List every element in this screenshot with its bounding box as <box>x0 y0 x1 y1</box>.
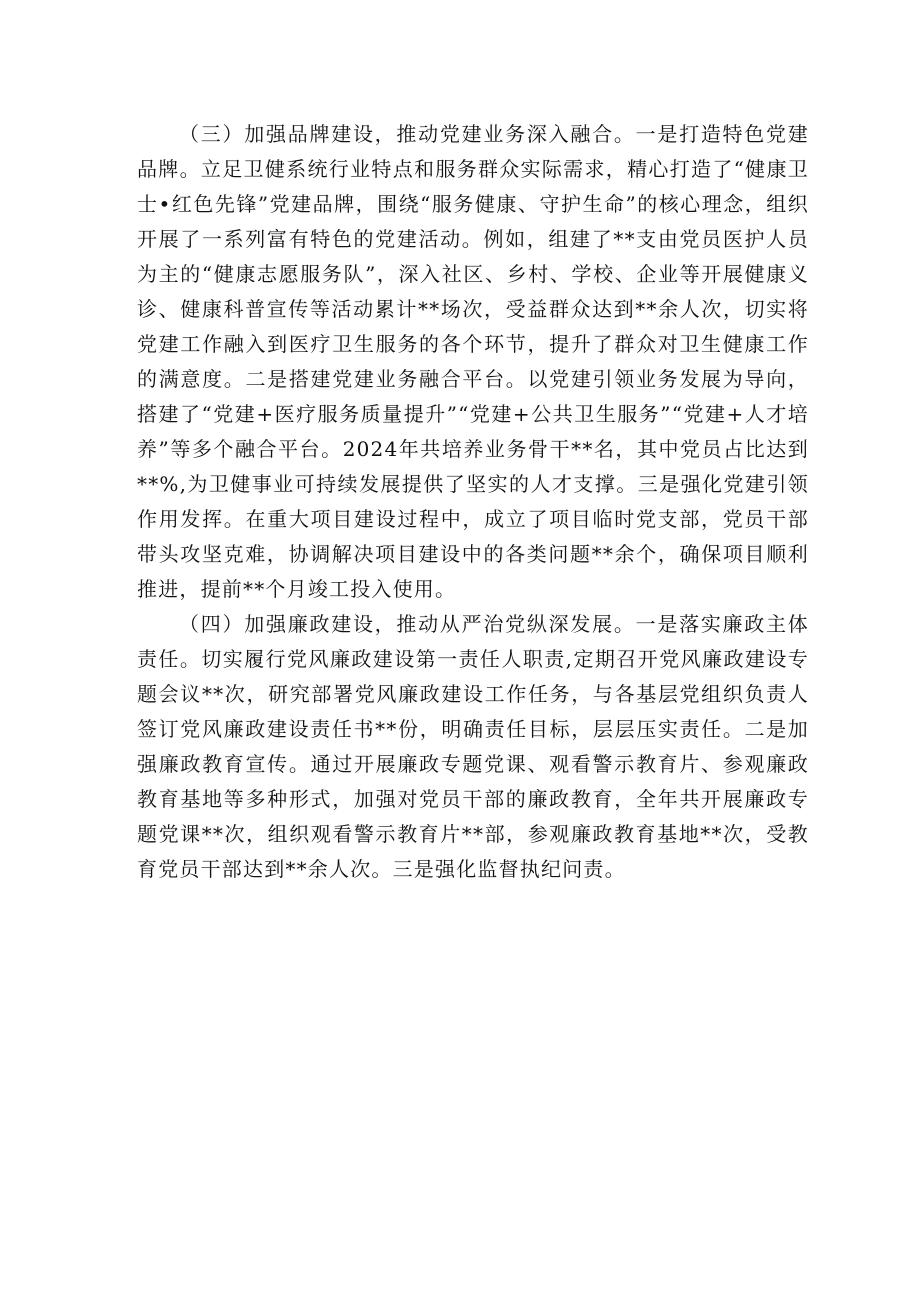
paragraph-integrity-building: （四）加强廉政建设，推动从严治党纵深发展。一是落实廉政主体责任。切实履行党风廉政建设第一责任人职责,定期召开党风廉政建设专题会议**次，研究部署党风廉政建设工作任务，与各基层党组织负责人签订党风廉政建设责任书**份，明确责任目标，层层压实责任。二是加强廉政教育宣传。通过开展廉政专题党课、观看警示教育片、参观廉政教育基地等多种形式，加强对党员干部的廉政教育，全年共开展廉政专题党课**次，组织观看警示教育片**部，参观廉政教育基地**次，受教育党员干部达到**余人次。三是强化监督执纪问责。 <box>137 612 809 881</box>
document-body <box>137 117 809 887</box>
paragraph-brand-building: （三）加强品牌建设，推动党建业务深入融合。一是打造特色党建品牌。立足卫健系统行业特点和服务群众实际需求，精心打造了“健康卫士•红色先锋”党建品牌，围绕“服务健康、守护生命”的核心理念，组织开展了一系列富有特色的党建活动。例如，组建了**支由党员医护人员为主的“健康志愿服务队”，深入社区、乡村、学校、企业等开展健康义诊、健康科普宣传等活动累计**场次，受益群众达到**余人次，切实将党建工作融入到医疗卫生服务的各个环节，提升了群众对卫生健康工作的满意度。二是搭建党建业务融合平台。以党建引领业务发展为导向，搭建了“党建+医疗服务质量提升”“党建+公共卫生服务”“党建+人才培养”等多个融合平台。2024年共培养业务骨干**名，其中党员占比达到**%,为卫健事业可持续发展提供了坚实的人才支撑。三是强化党建引领作用发挥。在重大项目建设过程中，成立了项目临时党支部，党员干部带头攻坚克难，协调解决项目建设中的各类问题**余个，确保项目顺利推进，提前**个月竣工投入使用。 <box>137 122 809 601</box>
